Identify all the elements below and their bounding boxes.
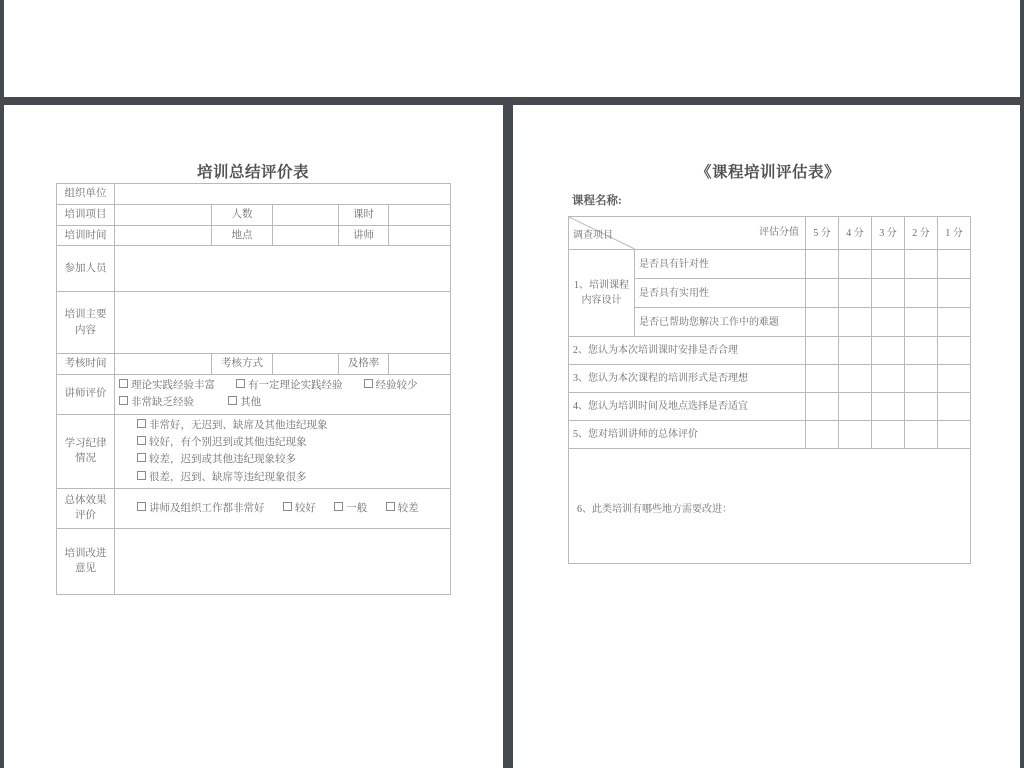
score-cell-3[interactable] <box>872 279 905 308</box>
score-cell-5[interactable] <box>806 337 839 365</box>
score-cell-3[interactable] <box>872 393 905 421</box>
cell-lecturer-label: 讲师 <box>339 225 389 246</box>
score-cell-2[interactable] <box>905 421 938 449</box>
table-row <box>57 204 451 225</box>
score-cell-3[interactable] <box>872 250 905 279</box>
option-discipline-3[interactable] <box>137 469 446 486</box>
score-cell-2[interactable] <box>905 365 938 393</box>
score-cell-2[interactable] <box>905 308 938 337</box>
option-discipline-0[interactable] <box>137 417 446 434</box>
option-label: 较好 <box>294 502 316 514</box>
table-row <box>57 246 451 292</box>
header-score-4: 4 分 <box>839 217 872 250</box>
option-lecturer-eval-1[interactable] <box>236 380 343 391</box>
table-row <box>57 184 451 205</box>
option-overall-1[interactable] <box>283 503 316 514</box>
option-label: 较差，迟到或其他违纪现象较多 <box>149 454 296 466</box>
score-cell-3[interactable] <box>872 308 905 337</box>
cell-diagonal-header <box>569 217 806 250</box>
score-value-label: 评估分值 <box>759 227 799 238</box>
checkbox-icon[interactable] <box>137 436 146 445</box>
option-lecturer-eval-3[interactable] <box>119 397 194 408</box>
cell-pass-rate-value[interactable] <box>389 354 451 375</box>
score-cell-1[interactable] <box>938 279 971 308</box>
top-page-panel <box>4 0 1020 97</box>
cell-assess-method-label: 考核方式 <box>212 354 273 375</box>
cell-lecturer-eval-options <box>115 375 451 415</box>
cell-assess-time-label: 考核时间 <box>57 354 115 375</box>
table-row <box>569 337 971 365</box>
score-cell-4[interactable] <box>839 308 872 337</box>
label-line-2: 意见 <box>75 563 96 575</box>
right-document-title: 《课程培训评估表》 <box>695 164 840 181</box>
option-discipline-2[interactable] <box>137 451 446 468</box>
table-row <box>569 421 971 449</box>
table-header-row <box>569 217 971 250</box>
option-label: 很差，迟到、缺席等违纪现象很多 <box>149 471 307 483</box>
label-line-1: 培训改进 <box>64 547 107 559</box>
cell-group1-label <box>569 250 635 337</box>
label-line-1: 学习纪律 <box>64 437 107 449</box>
cell-place-label: 地点 <box>212 225 273 246</box>
option-label: 讲师及组织工作都非常好 <box>149 502 265 514</box>
cell-main-content-label <box>57 292 115 354</box>
label-line-2: 内容设计 <box>581 295 622 306</box>
cell-place-value[interactable] <box>273 225 339 246</box>
checkbox-icon[interactable] <box>119 379 128 388</box>
score-cell-4[interactable] <box>839 365 872 393</box>
cell-question-3: 3、您认为本次课程的培训形式是否理想 <box>569 365 806 393</box>
score-cell-1[interactable] <box>938 421 971 449</box>
score-cell-3[interactable] <box>872 421 905 449</box>
score-cell-5[interactable] <box>806 393 839 421</box>
lecturer-eval-option-line-2 <box>119 394 446 411</box>
cell-time-label: 培训时间 <box>57 225 115 246</box>
cell-project-value[interactable] <box>115 204 212 225</box>
option-discipline-1[interactable] <box>137 434 446 451</box>
score-cell-4[interactable] <box>839 279 872 308</box>
checkbox-icon[interactable] <box>119 396 128 405</box>
table-row <box>57 225 451 246</box>
checkbox-icon[interactable] <box>137 419 146 428</box>
cell-open-question[interactable] <box>569 449 971 564</box>
checkbox-icon[interactable] <box>228 396 237 405</box>
score-cell-1[interactable] <box>938 393 971 421</box>
checkbox-icon[interactable] <box>386 502 395 511</box>
table-row <box>57 528 451 594</box>
cell-assess-method-value[interactable] <box>273 354 339 375</box>
cell-question-2: 2、您认为本次培训课时安排是否合理 <box>569 337 806 365</box>
option-label: 其他 <box>240 397 262 409</box>
header-score-1: 1 分 <box>938 217 971 250</box>
checkbox-icon[interactable] <box>283 502 292 511</box>
label-line-2: 评价 <box>75 510 96 522</box>
option-label: 较好，有个别迟到或其他违纪现象 <box>149 436 307 448</box>
score-cell-4[interactable] <box>839 421 872 449</box>
option-lecturer-eval-4[interactable] <box>228 397 261 408</box>
checkbox-icon[interactable] <box>364 379 373 388</box>
checkbox-icon[interactable] <box>137 471 146 480</box>
score-cell-2[interactable] <box>905 250 938 279</box>
cell-headcount-value[interactable] <box>273 204 339 225</box>
label-line-1: 1、培训课程 <box>574 280 629 291</box>
table-row <box>57 375 451 415</box>
cell-improve-value[interactable] <box>115 528 451 594</box>
header-score-3: 3 分 <box>872 217 905 250</box>
cell-lecturer-eval-label: 讲师评价 <box>57 375 115 415</box>
cell-class-hours-value[interactable] <box>389 204 451 225</box>
score-cell-5[interactable] <box>806 308 839 337</box>
cell-group1-item-0: 是否具有针对性 <box>635 250 806 279</box>
cell-discipline-options <box>115 414 451 488</box>
cell-headcount-label: 人数 <box>212 204 273 225</box>
cell-overall-options <box>115 488 451 528</box>
table-row <box>569 250 971 279</box>
header-score-2: 2 分 <box>905 217 938 250</box>
score-cell-3[interactable] <box>872 365 905 393</box>
cell-org-unit-label: 组织单位 <box>57 184 115 205</box>
score-cell-3[interactable] <box>872 337 905 365</box>
cell-pass-rate-label: 及格率 <box>339 354 389 375</box>
table-row <box>57 354 451 375</box>
label-line-1: 培训主要 <box>64 309 107 320</box>
cell-assess-time-value[interactable] <box>115 354 212 375</box>
score-cell-1[interactable] <box>938 250 971 279</box>
score-cell-5[interactable] <box>806 421 839 449</box>
score-cell-2[interactable] <box>905 279 938 308</box>
checkbox-icon[interactable] <box>334 502 343 511</box>
label-line-2: 内容 <box>75 324 96 336</box>
survey-item-label: 调查项目 <box>573 230 613 241</box>
table-row <box>569 393 971 421</box>
cell-project-label: 培训项目 <box>57 204 115 225</box>
option-overall-3[interactable] <box>386 503 419 514</box>
option-label: 经验较少 <box>375 380 418 391</box>
cell-overall-label <box>57 488 115 528</box>
score-cell-4[interactable] <box>839 337 872 365</box>
option-label: 较差 <box>397 502 419 514</box>
option-lecturer-eval-2[interactable] <box>364 380 418 391</box>
score-cell-2[interactable] <box>905 337 938 365</box>
cell-class-hours-label: 课时 <box>339 204 389 225</box>
score-cell-4[interactable] <box>839 250 872 279</box>
option-lecturer-eval-0[interactable] <box>119 380 215 391</box>
option-label: 非常好，无迟到、缺席及其他违纪现象 <box>149 419 328 431</box>
cell-group1-item-1: 是否具有实用性 <box>635 279 806 308</box>
checkbox-icon[interactable] <box>137 453 146 462</box>
label-line-2: 情况 <box>75 453 96 465</box>
score-cell-2[interactable] <box>905 393 938 421</box>
score-cell-5[interactable] <box>806 365 839 393</box>
lecturer-eval-option-line-1 <box>119 377 446 394</box>
table-row <box>569 365 971 393</box>
table-row <box>57 414 451 488</box>
training-summary-table <box>56 183 451 595</box>
course-name-label: 课程名称: <box>572 195 622 207</box>
label-line-1: 总体效果 <box>64 494 107 506</box>
course-evaluation-table <box>568 216 971 564</box>
score-cell-1[interactable] <box>938 337 971 365</box>
cell-main-content-value[interactable] <box>115 292 451 354</box>
option-overall-2[interactable] <box>334 503 367 514</box>
cell-discipline-label <box>57 414 115 488</box>
score-cell-1[interactable] <box>938 308 971 337</box>
cell-group1-item-2: 是否已帮助您解决工作中的难题 <box>635 308 806 337</box>
header-score-5: 5 分 <box>806 217 839 250</box>
table-row <box>57 292 451 354</box>
score-cell-1[interactable] <box>938 365 971 393</box>
left-document-title: 培训总结评价表 <box>196 164 309 181</box>
cell-question-4: 4、您认为培训时间及地点选择是否适宜 <box>569 393 806 421</box>
cell-participants-value[interactable] <box>115 246 451 292</box>
cell-participants-label: 参加人员 <box>57 246 115 292</box>
cell-org-unit-value[interactable] <box>115 184 451 205</box>
table-row <box>57 488 451 528</box>
option-label: 非常缺乏经验 <box>131 397 194 409</box>
open-question-label: 6、此类培训有哪些地方需要改进： <box>577 503 732 515</box>
score-cell-5[interactable] <box>806 279 839 308</box>
option-label: 一般 <box>346 502 368 514</box>
cell-question-5: 5、您对培训讲师的总体评价 <box>569 421 806 449</box>
table-row <box>569 449 971 564</box>
score-cell-5[interactable] <box>806 250 839 279</box>
option-overall-0[interactable] <box>137 503 265 514</box>
option-label: 理论实践经验丰富 <box>131 380 215 391</box>
checkbox-icon[interactable] <box>137 502 146 511</box>
option-label: 有一定理论实践经验 <box>248 380 343 391</box>
score-cell-4[interactable] <box>839 393 872 421</box>
cell-improve-label <box>57 528 115 594</box>
cell-time-value[interactable] <box>115 225 212 246</box>
cell-lecturer-value[interactable] <box>389 225 451 246</box>
checkbox-icon[interactable] <box>236 379 245 388</box>
